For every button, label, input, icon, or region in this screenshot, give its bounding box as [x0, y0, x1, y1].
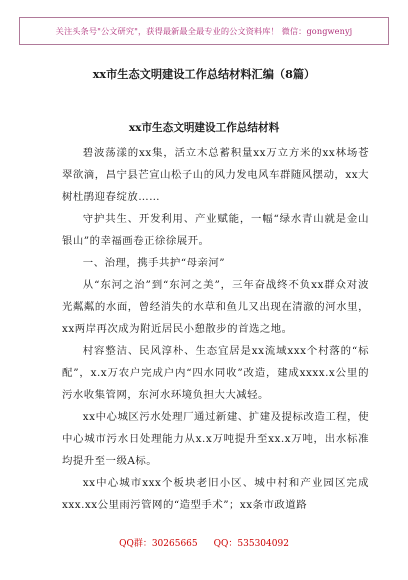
paragraph: 碧波荡漾的xx集，活立木总蓄积量xx万立方米的xx林场苍翠欲滴，昌宁县芒宣山松子山的风力发电风车群随风摆动，xx大树杜鹃迎春绽放…… — [62, 147, 369, 203]
paragraph: 守护共生、开发利用、产业赋能，一幅“绿水青山就是金山银山”的幸福画卷正徐徐展开。 — [62, 213, 369, 247]
section-title: xx市生态文明建设工作总结材料 — [128, 122, 280, 134]
paragraph: 村容整洁、民风淳朴、生态宜居是xx流域xxx个村落的“标配”，x.x万农户完成户内“四水同收”改造，建成xxxx.x公里的污水收集管网，东河水环境负担大大减轻。 — [62, 345, 369, 401]
paragraph: 从“东河之治”到“东河之美”，三年奋战终不负xx群众对波光粼粼的水面，曾经消失的水草和鱼儿又出现在清澈的河水里，xx两岸再次成为附近居民小憩散步的首选之地。 — [62, 279, 369, 335]
header-notice-box — [19, 17, 389, 45]
paragraph: xx中心城市xxx个板块老旧小区、城中村和产业园区完成xxx.xx公里雨污管网的“造型手术”；xx条市政道路 — [62, 477, 369, 511]
subheading: 一、治理，携手共护“母亲河” — [82, 257, 226, 269]
header-notice-text: 关注头条号"公文研究"，获得最新最全最专业的公文资料库！ 微信：gongwenyj — [55, 25, 353, 36]
footer-contact — [0, 536, 408, 549]
paragraph: xx中心城区污水处理厂通过新建、扩建及提标改造工程，使中心城市污水日处理能力从x.x万吨提升至xx.x万吨，出水标准均提升至一级A标。 — [62, 411, 369, 467]
footer-qq: QQ：535304092 — [213, 539, 289, 549]
footer-qq-group: QQ群：30265665 — [119, 539, 198, 549]
document-body — [62, 142, 369, 516]
document-title: xx市生态文明建设工作总结材料汇编（8篇） — [92, 67, 316, 81]
